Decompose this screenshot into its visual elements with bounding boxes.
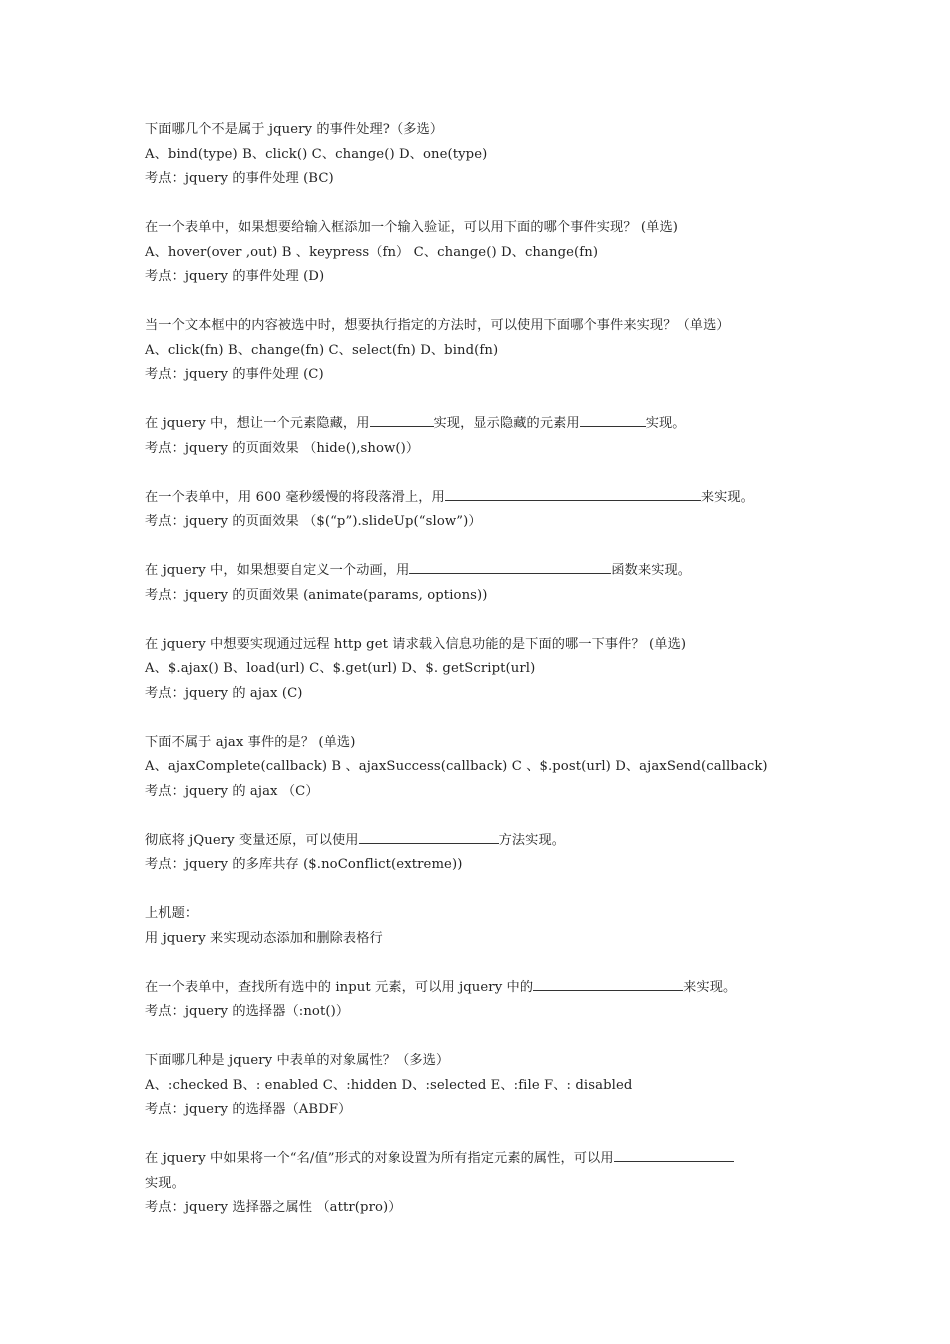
question-block-10 <box>145 976 825 1025</box>
question-text: 在 jquery 中想要实现通过远程 http get 请求载入信息功能的是下面的哪一下事件？ (单选) <box>145 636 687 652</box>
question-answer: 考点：jquery 的事件处理 (BC) <box>145 171 334 186</box>
question-block-7 <box>145 633 825 707</box>
question-text: 下面不属于 ajax 事件的是？ (单选) <box>145 734 356 750</box>
question-text <box>145 976 825 1001</box>
question-block-1 <box>145 118 825 192</box>
answer-blank <box>409 559 611 574</box>
question-text-part: 来实现。 <box>683 979 737 995</box>
question-text-part: 在 jquery 中，如果想要自定义一个动画，用 <box>145 563 410 578</box>
question-text-part: 彻底将 jQuery 变量还原，可以使用 <box>145 832 359 848</box>
question-text-part: 在一个表单中，用 600 毫秒缓慢的将段落滑上，用 <box>145 489 445 505</box>
question-text-part: 函数来实现。 <box>611 563 692 578</box>
question-text <box>145 829 825 854</box>
answer-blank <box>359 829 499 844</box>
question-options: A、:checked B、: enabled C、:hidden D、:selected E、:file F、: disabled <box>145 1077 633 1093</box>
question-text <box>145 559 825 584</box>
lab-block <box>145 902 825 951</box>
question-block-2 <box>145 216 825 290</box>
question-options: A、$.ajax() B、load(url) C、$.get(url) D、$. getScript(url) <box>145 661 536 676</box>
question-options: A、click(fn) B、change(fn) C、select(fn) D、bind(fn) <box>145 342 499 358</box>
question-block-9 <box>145 829 825 878</box>
question-text-part: 在 jquery 中，想让一个元素隐藏，用 <box>145 416 370 431</box>
question-text-continued: 实现。 <box>145 1175 185 1191</box>
answer-blank <box>580 412 646 427</box>
answer-blank <box>533 976 683 991</box>
question-block-8 <box>145 731 825 805</box>
question-answer: 考点：jquery 的多库共存 ($.noConflict(extreme)) <box>145 857 463 872</box>
lab-title: 上机题： <box>145 906 199 921</box>
question-answer: 考点：jquery 的页面效果 （hide(),show()） <box>145 440 420 456</box>
question-text <box>145 412 825 437</box>
question-answer: 考点：jquery 的页面效果 (animate(params, options)) <box>145 587 488 603</box>
question-text-part: 方法实现。 <box>498 832 566 848</box>
question-block-6 <box>145 559 825 608</box>
question-text <box>145 1147 825 1172</box>
question-block-4 <box>145 412 825 461</box>
question-answer: 考点：jquery 的页面效果 （$(“p”).slideUp(“slow”)） <box>145 514 482 529</box>
question-block-12 <box>145 1147 825 1221</box>
question-text: 在一个表单中，如果想要给输入框添加一个输入验证，可以用下面的哪个事件实现？ (单选) <box>145 220 678 235</box>
question-answer: 考点：jquery 的事件处理 (D) <box>145 269 325 284</box>
answer-blank <box>445 486 701 501</box>
question-options: A、bind(type) B、click() C、change() D、one(type) <box>145 146 488 162</box>
question-answer: 考点：jquery 的 ajax （C） <box>145 783 319 799</box>
question-text-part: 实现。 <box>645 416 686 431</box>
question-options: A、hover(over ,out) B 、keypress（fn） C、change() D、change(fn) <box>145 244 599 260</box>
question-answer: 考点：jquery 的选择器（:not()） <box>145 1004 350 1019</box>
question-text-part: 在 jquery 中如果将一个“名/值”形式的对象设置为所有指定元素的属性，可以用 <box>145 1151 614 1166</box>
question-text-part: 来实现。 <box>700 489 754 505</box>
answer-blank <box>614 1147 734 1162</box>
question-block-3 <box>145 314 825 388</box>
question-answer: 考点：jquery 的 ajax (C) <box>145 685 303 701</box>
question-text-part: 实现，显示隐藏的元素用 <box>433 416 580 431</box>
question-block-5 <box>145 486 825 535</box>
question-answer: 考点：jquery 的选择器（ABDF） <box>145 1102 352 1117</box>
question-answer: 考点：jquery 选择器之属性 （attr(pro)） <box>145 1200 402 1215</box>
answer-blank <box>370 412 434 427</box>
question-text: 下面哪几种是 jquery 中表单的对象属性？（多选） <box>145 1053 450 1068</box>
question-text-part: 在一个表单中，查找所有选中的 input 元素，可以用 jquery 中的 <box>145 979 534 995</box>
lab-task: 用 jquery 来实现动态添加和删除表格行 <box>145 930 383 946</box>
question-block-11 <box>145 1049 825 1123</box>
question-text <box>145 486 825 511</box>
document-page <box>145 118 825 1245</box>
question-text: 当一个文本框中的内容被选中时，想要执行指定的方法时，可以使用下面哪个事件来实现？（单选） <box>145 318 730 333</box>
question-text: 下面哪几个不是属于 jquery 的事件处理?（多选） <box>145 122 444 137</box>
question-options: A、ajaxComplete(callback) B 、ajaxSuccess(callback) C 、$.post(url) D、ajaxSend(callback) <box>145 759 768 774</box>
question-answer: 考点：jquery 的事件处理 (C) <box>145 367 324 382</box>
